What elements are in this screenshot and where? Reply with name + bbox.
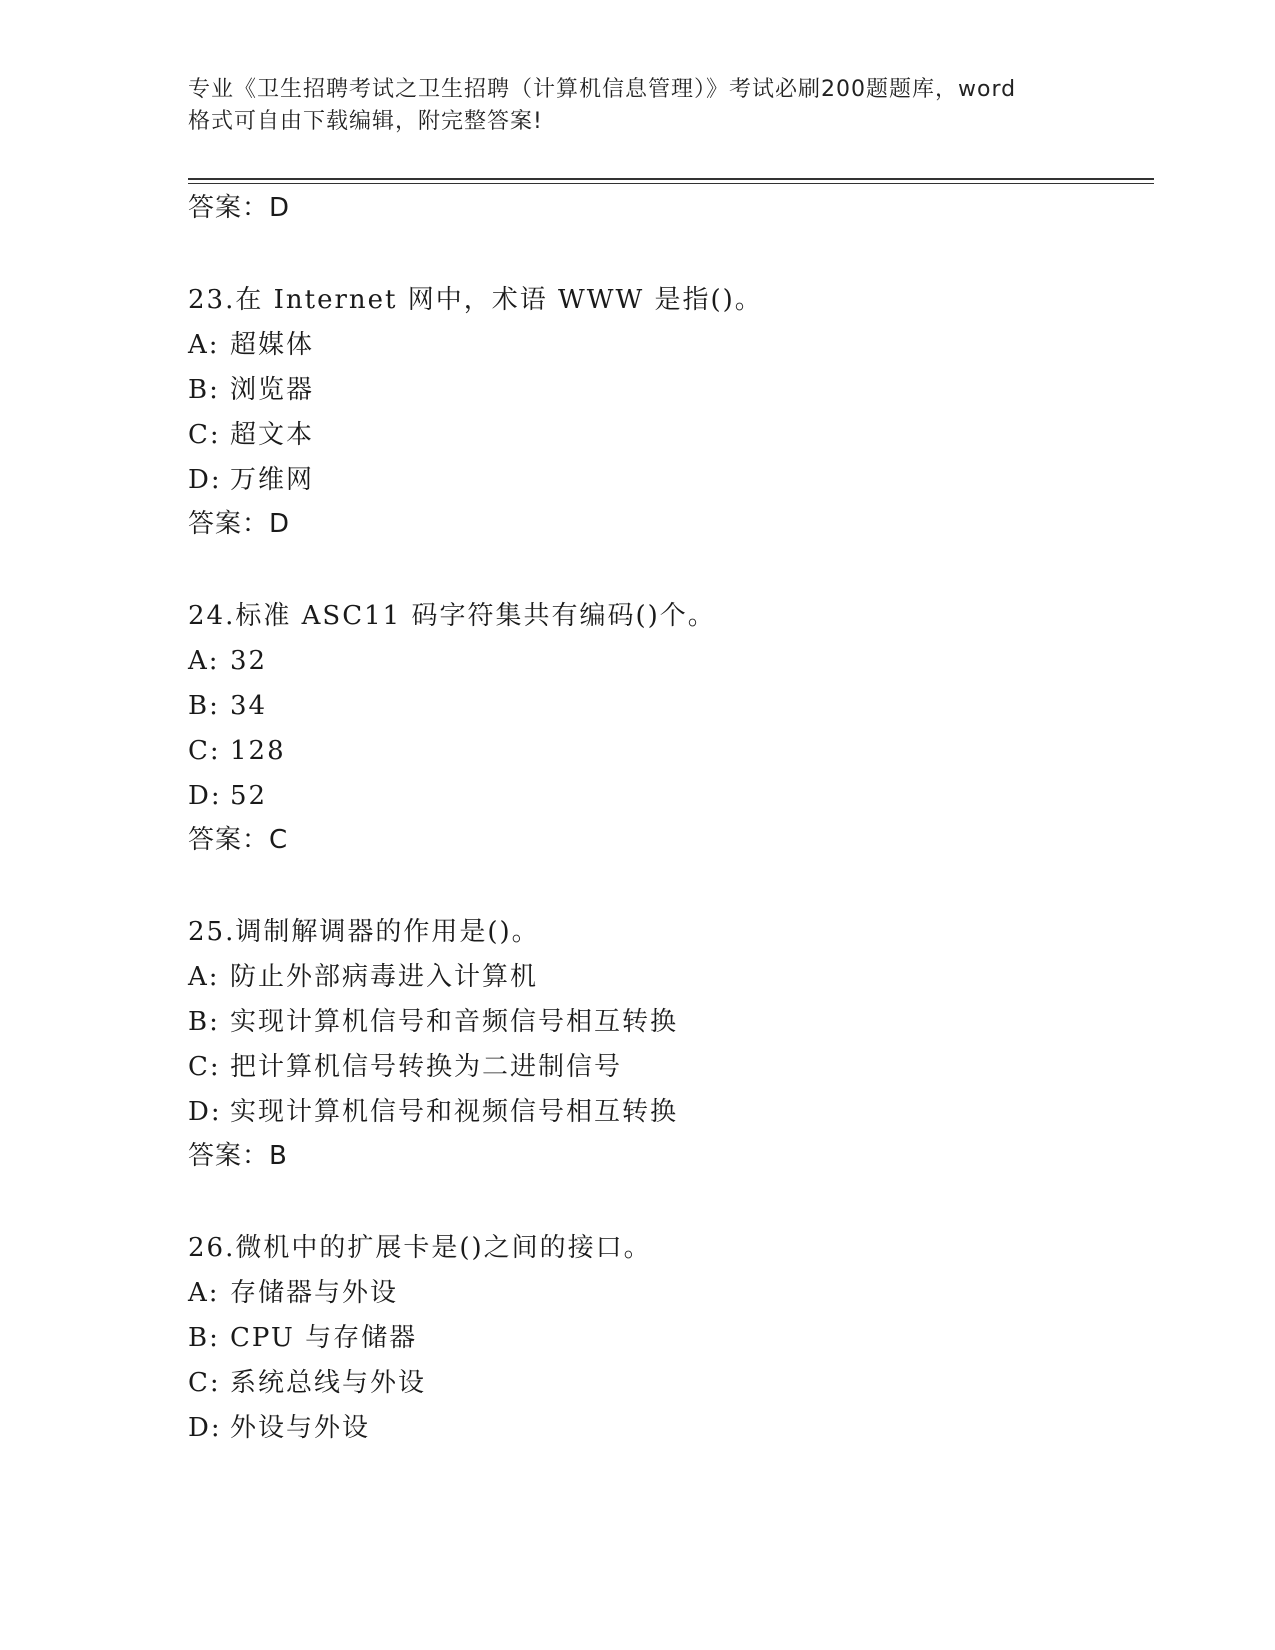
option-label: D:: [188, 781, 222, 811]
question-23-stem: 23.在 Internet 网中，术语 WWW 是指()。: [188, 285, 763, 315]
option-text: 34: [230, 691, 268, 721]
header-line-1: 专业《卫生招聘考试之卫生招聘（计算机信息管理）》考试必刷200题题库，word: [188, 77, 1017, 102]
question-23-option-b: [188, 374, 314, 406]
question-23-option-a: [188, 329, 314, 361]
option-text: 超媒体: [230, 330, 315, 360]
option-text: 外设与外设: [230, 1413, 371, 1443]
option-label: B:: [188, 375, 220, 405]
question-24-stem: 24.标准 ASC11 码字符集共有编码()个。: [188, 601, 716, 631]
option-label: B:: [188, 1007, 220, 1037]
question-26-option-a: [188, 1277, 398, 1309]
question-24-option-b: [188, 690, 267, 722]
header-rule-thin: [188, 183, 1154, 184]
question-26-option-b: [188, 1322, 417, 1354]
option-label: A:: [188, 646, 220, 676]
option-text: CPU 与存储器: [230, 1323, 418, 1353]
option-label: A:: [188, 962, 220, 992]
option-label: C:: [188, 736, 221, 766]
option-label: C:: [188, 1052, 221, 1082]
question-25-answer: 答案：B: [188, 1141, 288, 1171]
option-text: 超文本: [230, 420, 315, 450]
option-label: A:: [188, 1278, 220, 1308]
header-rule-thick: [188, 178, 1154, 180]
question-26-stem: 26.微机中的扩展卡是()之间的接口。: [188, 1233, 652, 1263]
question-24-option-c: [188, 735, 286, 767]
question-24-answer: 答案：C: [188, 825, 289, 855]
question-25-stem: 25.调制解调器的作用是()。: [188, 917, 540, 947]
option-label: A:: [188, 330, 220, 360]
question-26-option-d: [188, 1412, 370, 1444]
question-23-option-c: [188, 419, 314, 451]
option-label: C:: [188, 1368, 221, 1398]
option-label: B:: [188, 1323, 220, 1353]
question-24-option-d: [188, 780, 267, 812]
option-text: 存储器与外设: [230, 1278, 399, 1308]
option-text: 万维网: [230, 465, 315, 495]
option-label: D:: [188, 465, 222, 495]
option-label: C:: [188, 420, 221, 450]
option-text: 实现计算机信号和视频信号相互转换: [230, 1097, 679, 1127]
previous-answer: 答案：D: [188, 193, 291, 223]
option-text: 实现计算机信号和音频信号相互转换: [230, 1007, 679, 1037]
option-label: D:: [188, 1413, 222, 1443]
option-text: 防止外部病毒进入计算机: [230, 962, 539, 992]
question-23-answer: 答案：D: [188, 509, 291, 539]
option-text: 把计算机信号转换为二进制信号: [230, 1052, 623, 1082]
option-text: 128: [230, 736, 286, 766]
option-label: D:: [188, 1097, 222, 1127]
option-label: B:: [188, 691, 220, 721]
question-25-option-b: [188, 1006, 678, 1038]
option-text: 浏览器: [230, 375, 315, 405]
question-24-option-a: [188, 645, 267, 677]
option-text: 32: [230, 646, 268, 676]
question-25-option-a: [188, 961, 538, 993]
option-text: 52: [230, 781, 268, 811]
question-25-option-c: [188, 1051, 622, 1083]
question-23-option-d: [188, 464, 314, 496]
document-header: [188, 74, 1088, 138]
header-line-2: 格式可自由下载编辑，附完整答案!: [188, 109, 543, 134]
option-text: 系统总线与外设: [230, 1368, 427, 1398]
question-26-option-c: [188, 1367, 426, 1399]
question-25-option-d: [188, 1096, 678, 1128]
